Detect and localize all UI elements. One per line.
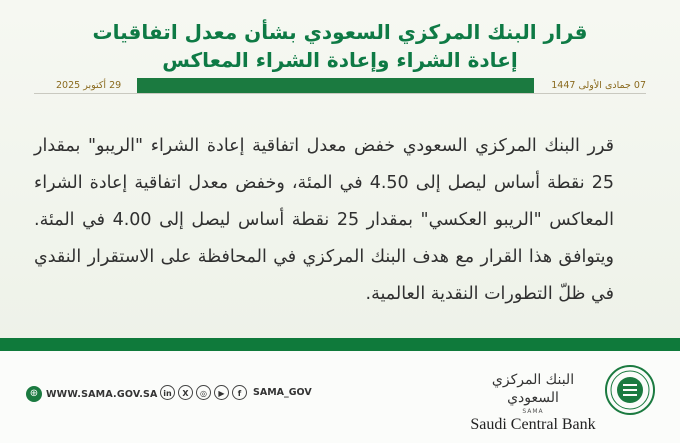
globe-icon: ⊕	[26, 386, 42, 402]
social-handle: SAMA_GOV	[253, 387, 312, 398]
date-bar-green-strip	[137, 78, 534, 93]
social-links	[160, 385, 312, 400]
hijri-date: 07 جمادى الأولى 1447	[551, 80, 646, 91]
headline-line-1: قرار البنك المركزي السعودي بشأن معدل اتفاقيات	[92, 20, 588, 44]
headline	[0, 18, 680, 74]
brand-arabic-name: البنك المركزي السعودي	[491, 372, 575, 406]
brand-abbreviation: SAMA	[522, 408, 544, 415]
divider-line	[34, 93, 646, 94]
youtube-icon[interactable]: ▶	[214, 385, 229, 400]
x-icon[interactable]: X	[178, 385, 193, 400]
brand-english-name: Saudi Central Bank	[470, 416, 596, 433]
sama-seal-logo	[604, 364, 656, 416]
linkedin-icon[interactable]: in	[160, 385, 175, 400]
instagram-icon[interactable]: ◎	[196, 385, 211, 400]
brand-wordmark	[468, 371, 598, 434]
gregorian-date: 29 أكتوبر 2025	[56, 80, 122, 91]
announcement-body: قرر البنك المركزي السعودي خفض معدل اتفاقية إعادة الشراء "الريبو" بمقدار 25 نقطة أساس ليصل إلى 4.50 في المئة، وخفض معدل اتفاقية إعادة الشراء المعاكس "الريبو العكسي" بمقدار 25 نقطة أساس ليصل إلى 4.00 في المئة. ويتوافق هذا القرار مع هدف البنك المركزي في المحافظة على الاستقرار النقدي في ظلّ التطورات النقدية العالمية.	[34, 136, 614, 304]
facebook-icon[interactable]: f	[232, 385, 247, 400]
website-text: WWW.SAMA.GOV.SA	[46, 388, 158, 400]
date-bar	[34, 78, 646, 93]
footer	[0, 351, 680, 443]
website-link[interactable]	[26, 386, 158, 402]
headline-line-2: إعادة الشراء وإعادة الشراء المعاكس	[162, 48, 518, 72]
footer-green-band	[0, 338, 680, 351]
